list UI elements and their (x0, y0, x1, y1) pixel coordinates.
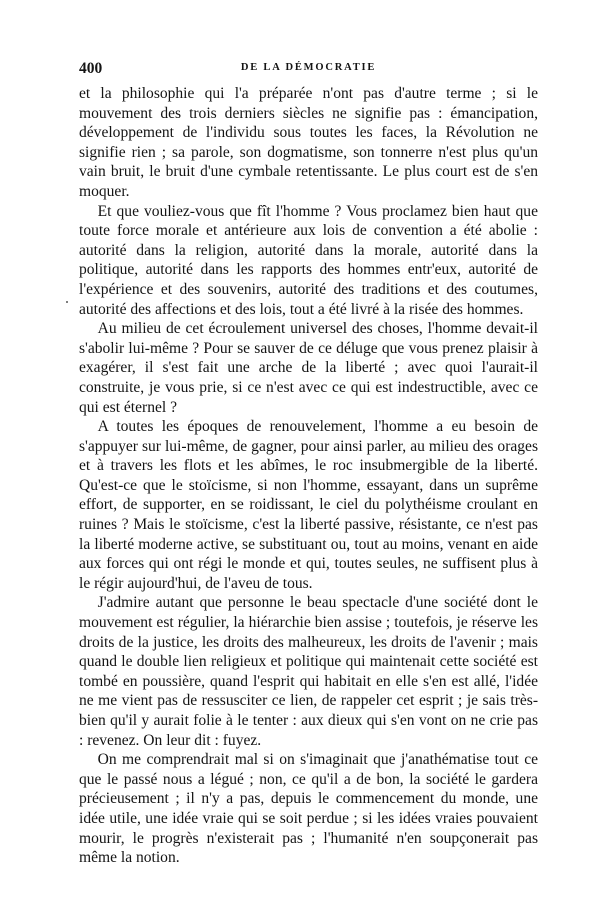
paragraph: On me comprendrait mal si on s'imaginait que j'anathématise tout ce que le passé nous a légué ; non, ce qu'il a de bon, la société le gardera précieusement ; il n'y a pas, depuis le commencement du monde, une idée utile, une idée vraie qui se soit perdue ; si les idées vraies pouvaient mourir, le progrès n'existerait pas ; l'humanité n'en soupçonerait pas même la notion. (79, 751, 538, 867)
paragraph: Et que vouliez-vous que fît l'homme ? Vous proclamez bien haut que toute force morale et antérieure aux lois de convention a été abolie : autorité dans la religion, autorité dans la morale, autorité dans la politique, autorité dans les rapports des hommes entr'eux, autorité de l'expérience et des souvenirs, autorité des traditions et des coutumes, autorité des affections et des lois, tout a été livré à la risée des hommes. (79, 202, 538, 318)
ink-speck (66, 301, 68, 303)
body-text (79, 84, 538, 868)
running-title: DE LA DÉMOCRATIE (240, 62, 377, 73)
paragraph-continued: et la philosophie qui l'a préparée n'ont pas d'autre terme ; si le mouvement des trois derniers siècles ne signifie pas : émancipation, développement de l'individu sous toutes les faces, la Révolution ne signifie rien ; sa parole, son dogmatisme, son tonnerre n'est plus qu'un vain bruit, le bruit d'une cymbale retentissante. Le plus court est de s'en moquer. (79, 85, 538, 200)
book-page (79, 58, 538, 868)
paragraph: J'admire autant que personne le beau spectacle d'une société dont le mouvement est régulier, la hiérarchie bien assise ; toutefois, je réserve les droits de la justice, les droits des malheureux, les droits de l'avenir ; mais quand le double lien religieux et politique qui maintenait cette société est tombé en poussière, quand l'esprit qui habitait en elle s'en est allé, l'idée ne me vient pas de ressusciter ce lien, de rappeler cet esprit ; je sais très-bien qu'il y aurait folie à le tenter : aux dieux qui s'en vont on ne crie pas : revenez. On leur dit : fuyez. (79, 594, 538, 749)
page-number: 400 (79, 60, 103, 77)
paragraph: A toutes les époques de renouvelement, l'homme a eu besoin de s'appuyer sur lui-même, de gagner, pour ainsi parler, au milieu des orages et à travers les flots et les abîmes, le roc insubmergible de la liberté. Qu'est-ce que le stoïcisme, si non l'homme, essayant, dans un suprême effort, de supporter, en se roidissant, le ciel du polythéisme croulant en ruines ? Mais le stoïcisme, c'est la liberté passive, résistante, ce n'est pas la liberté moderne active, se substituant ou, tout au moins, venant en aide aux forces qui ont régi le monde et qui, toutes seules, ne suffisent plus à le régir aujourd'hui, de l'aveu de tous. (79, 418, 538, 592)
paragraph: Au milieu de cet écroulement universel des choses, l'homme devait-il s'abolir lui-même ? Pour se sauver de ce déluge que vous prenez plaisir à exagérer, il s'est fait une arche de la liberté ; avec quoi l'aurait-il construite, je vous prie, si ce n'est avec ce qui est indestructible, avec ce qui est éternel ? (79, 320, 538, 416)
running-head (79, 58, 538, 80)
